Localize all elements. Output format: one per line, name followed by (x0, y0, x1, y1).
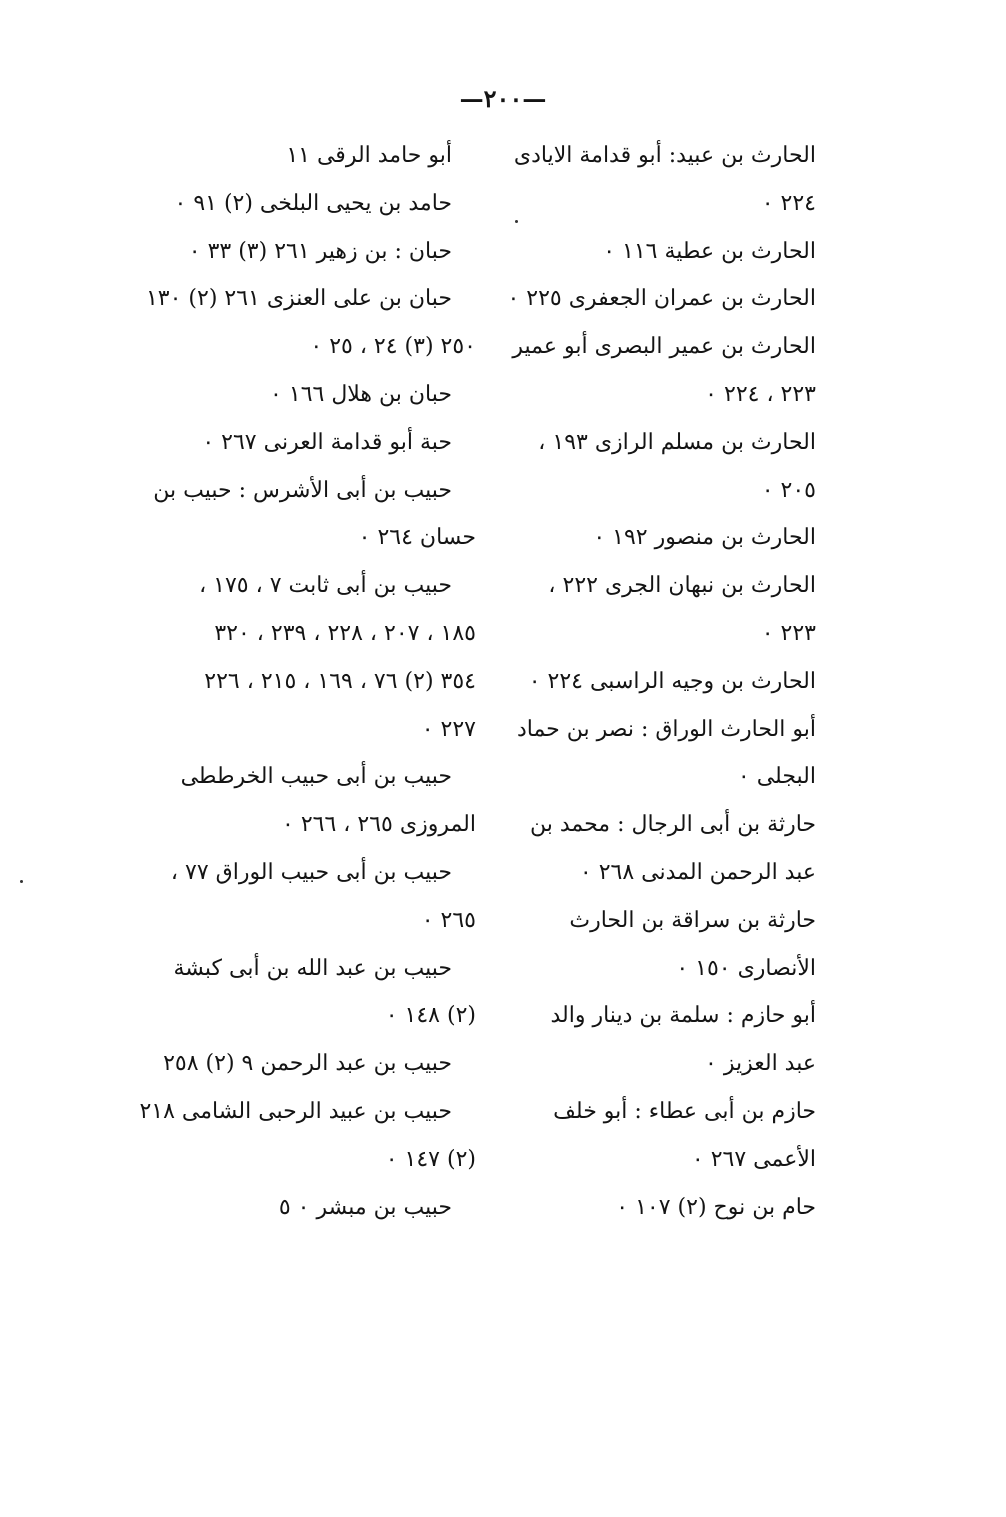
left-column (139, 132, 476, 1231)
right-column-entry-line: الحارث بن عمران الجعفرى ٢٢٥ ٠ (507, 286, 816, 312)
right-column-entry-line: الحارث بن نبهان الجرى ٢٢٢ ، (548, 573, 816, 599)
left-column-entry-line: ٢٥٠ (٣) ٢٤ ، ٢٥ ٠ (310, 334, 476, 360)
left-column-entry-line: ٢٦٥ ٠ (421, 907, 476, 933)
left-column-entry-line: حبيب بن أبى حبيب الوراق ٧٧ ، (170, 859, 452, 885)
left-column-entry-line: حامد بن يحيى البلخى (٢) ٩١ ٠ (174, 190, 452, 216)
right-column-entry-line: حارثة بن أبى الرجال : محمد بن (529, 812, 816, 838)
right-column-entry-line: حارثة بن سراقة بن الحارث (569, 907, 816, 933)
right-column-entry-line: الحارث بن عطية ١١٦ ٠ (603, 238, 816, 264)
right-column-entry-line: الحارث بن منصور ١٩٢ ٠ (593, 525, 816, 551)
right-column-entry-line: عبد العزيز ٠ (705, 1051, 816, 1077)
page-number: —٢٠٠— (459, 84, 547, 113)
right-column-entry-line: حازم بن أبى عطاء : أبو خلف (553, 1098, 816, 1124)
left-column-entry-line: ٣٥٤ (٢) ٧٦ ، ١٦٩ ، ٢١٥ ، ٢٢٦ (204, 668, 476, 694)
right-column-entry-line: الأعمى ٢٦٧ ٠ (691, 1146, 816, 1172)
right-column-entry-line: ٢٢٤ ٠ (761, 190, 816, 216)
left-column-entry-line: حبيب بن أبى ثابت ٧ ، ١٧٥ ، (199, 573, 452, 599)
right-column-entry-line: الحارث بن عبيد: أبو قدامة الايادى (513, 143, 816, 168)
right-column-entry-line: ٢٢٣ ، ٢٢٤ ٠ (705, 381, 816, 407)
right-column-entry-line: أبو الحارث الوراق : نصر بن حماد (516, 716, 816, 742)
right-column-entry-line: حام بن نوح (٢) ١٠٧ ٠ (616, 1194, 816, 1220)
left-column-entry-line: (٢) ١٤٨ ٠ (385, 1003, 476, 1029)
right-column-entry-line: الحارث بن وجيه الراسبى ٢٢٤ ٠ (528, 668, 816, 694)
scan-speck (515, 220, 518, 223)
left-column-entry-line: حبيب بن عبيد الرحبى الشامى ٢١٨ (139, 1098, 452, 1124)
left-column-entry-line: حبان بن على العنزى ٢٦١ (٢) ١٣٠ (145, 286, 452, 312)
left-column-entry-line: حبة أبو قدامة العرنى ٢٦٧ ٠ (202, 429, 452, 455)
left-column-entry-line: حبيب بن عبد الله بن أبى كبشة (173, 955, 452, 981)
right-column-entry-line: الحارث بن عمير البصرى أبو عمير (512, 334, 816, 360)
left-column-entry-line: حسان ٢٦٤ ٠ (358, 525, 476, 551)
right-column-entry-line: الحارث بن مسلم الرازى ١٩٣ ، (538, 429, 816, 455)
right-column-entry-line: أبو حازم : سلمة بن دينار والد (550, 1003, 816, 1029)
left-column-entry-line: حبيب بن عبد الرحمن ٩ (٢) ٢٥٨ (163, 1051, 452, 1077)
left-column-entry-line: حبيب بن أبى حبيب الخرططى (180, 764, 452, 790)
right-column-entry-line: الأنصارى ١٥٠ ٠ (676, 955, 816, 981)
left-column-entry-line: ١٨٥ ، ٢٠٧ ، ٢٢٨ ، ٢٣٩ ، ٣٢٠ (214, 620, 476, 646)
left-column-entry-line: حبيب بن مبشر ٠ ٥ (278, 1194, 452, 1220)
left-column-entry-line: أبو حامد الرقى ١١ (286, 143, 452, 168)
left-column-entry-line: حبان : بن زهير ٢٦١ (٣) ٣٣ ٠ (188, 238, 452, 264)
right-column-entry-line: ٢٢٣ ٠ (761, 620, 816, 646)
left-column-entry-line: حبيب بن أبى الأشرس : حبيب بن (153, 477, 452, 503)
right-column-entry-line: عبد الرحمن المدنى ٢٦٨ ٠ (579, 859, 816, 885)
left-column-entry-line: ٢٢٧ ٠ (421, 716, 476, 742)
right-column-entry-line: البجلى ٠ (737, 764, 816, 790)
scan-speck (20, 880, 23, 883)
right-column (486, 132, 816, 1231)
left-column-entry-line: حبان بن هلال ١٦٦ ٠ (270, 381, 452, 407)
right-column-entry-line: ٢٠٥ ٠ (761, 477, 816, 503)
left-column-entry-line: (٢) ١٤٧ ٠ (385, 1146, 476, 1172)
left-column-entry-line: المروزى ٢٦٥ ، ٢٦٦ ٠ (282, 812, 476, 838)
